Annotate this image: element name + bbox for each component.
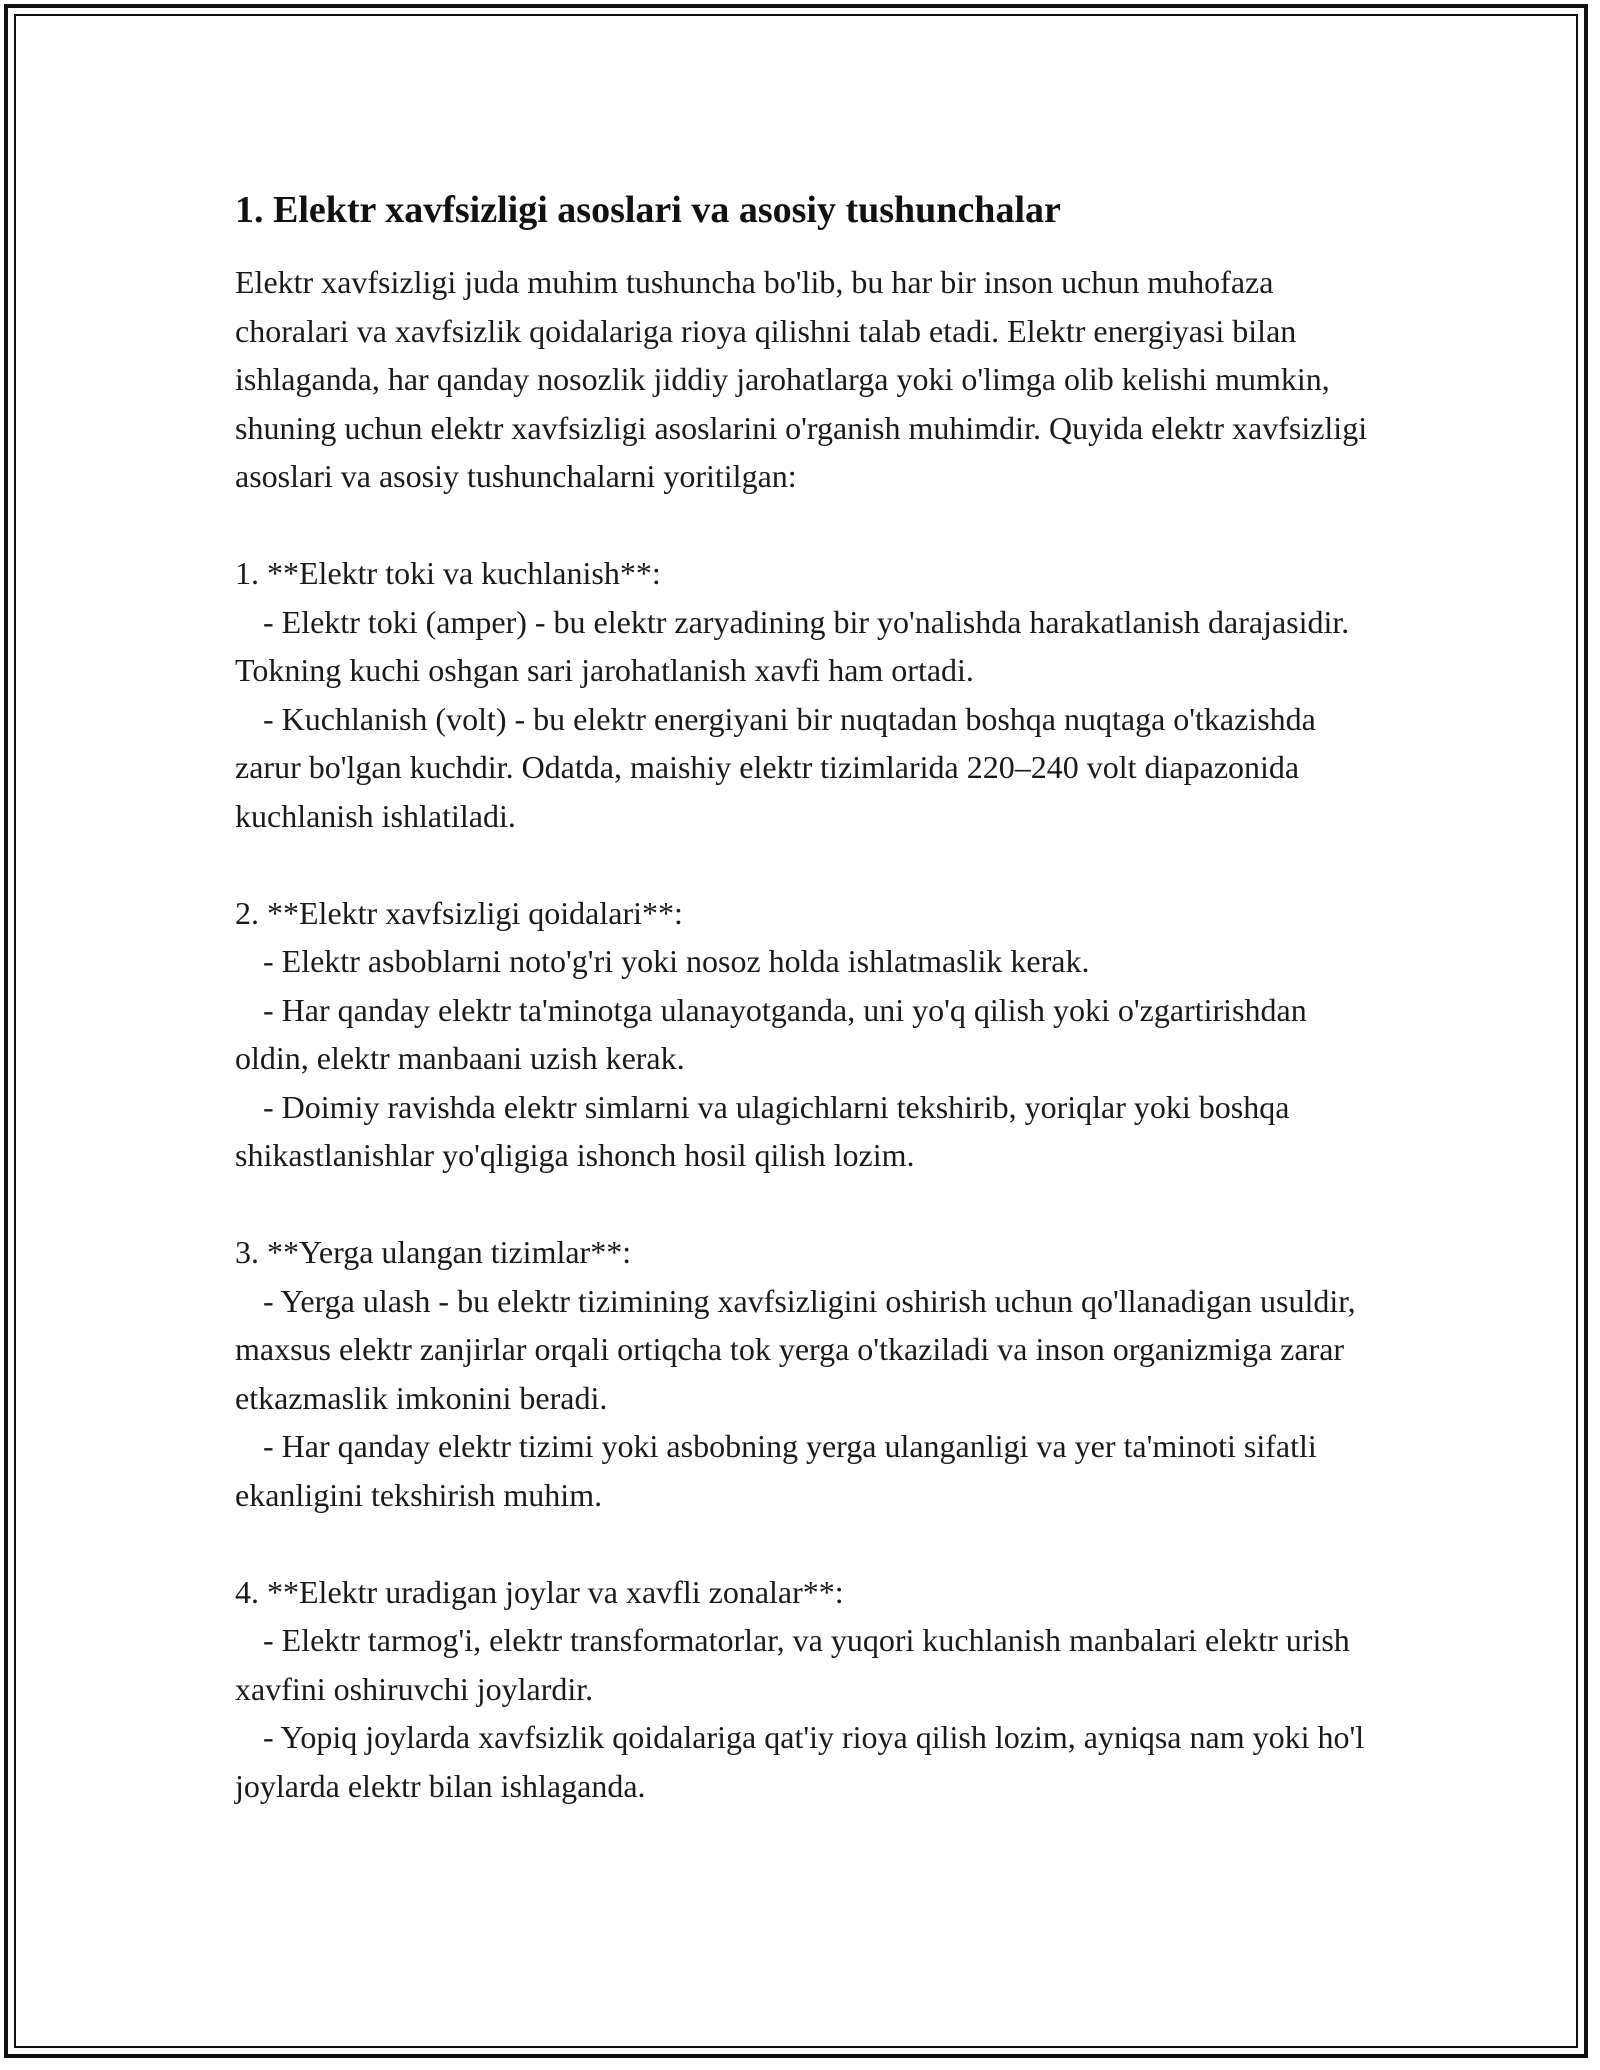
- section-heading: 1. **Elektr toki va kuchlanish**:: [235, 555, 661, 591]
- list-item: [235, 695, 1375, 841]
- document-body: [235, 186, 1375, 1810]
- list-item: [235, 1713, 1375, 1810]
- list-item-text: - Elektr toki (amper) - bu elektr zaryadining bir yo'nalishda harakatlanish darajasidir. Tokning kuchi oshgan sari jarohatlanish xavfi ham ortadi.: [235, 603, 1357, 688]
- section-heading: 4. **Elektr uradigan joylar va xavfli zonalar**:: [235, 1573, 844, 1610]
- list-item-text: - Kuchlanish (volt) - bu elektr energiyani bir nuqtadan boshqa nuqtaga o'tkazishda zarur bo'lgan kuchdir. Odatda, maishiy elektr tizimlarida 220–240 volt diapazonida kuchlanish ishlatiladi.: [235, 700, 1324, 834]
- list-item: [235, 1277, 1375, 1423]
- section-1: [235, 549, 1375, 840]
- intro-paragraph: Elektr xavfsizligi juda muhim tushuncha bo'lib, bu har bir inson uchun muhofaza choralari va xavfsizlik qoidalariga rioya qilishni talab etadi. Elektr energiyasi bilan ishlaganda, har qanday nosozlik jiddiy jarohatlarga yoki o'limga olib kelishi mumkin, shuning uchun elektr xavfsizligi asoslarini o'rganish muhimdir. Quyida elektr xavfsizligi asoslari va asosiy tushunchalarni yoritilgan:: [235, 264, 1376, 494]
- spacer: [235, 1180, 1375, 1229]
- section-heading: 2. **Elektr xavfsizligi qoidalari**:: [235, 894, 683, 931]
- section-3: [235, 1228, 1375, 1519]
- list-item-text: - Elektr asboblarni noto'g'ri yoki nosoz holda ishlatmaslik kerak.: [263, 943, 1090, 979]
- list-item: [235, 1083, 1375, 1180]
- spacer: [235, 840, 1375, 889]
- list-item-text: - Yopiq joylarda xavfsizlik qoidalariga qat'iy rioya qilish lozim, ayniqsa nam yoki ho'l joylarda elektr bilan ishlaganda.: [235, 1719, 1373, 1804]
- list-item: [235, 986, 1375, 1083]
- list-item: [235, 937, 1375, 986]
- list-item-text: - Doimiy ravishda elektr simlarni va ulagichlarni tekshirib, yoriqlar yoki boshqa shikastlanishlar yo'qligiga ishonch hosil qilish lozim.: [235, 1088, 1298, 1173]
- list-item: [235, 1616, 1375, 1713]
- list-item-text: - Yerga ulash - bu elektr tizimining xavfsizligini oshirish uchun qo'llanadigan usuldir, maxsus elektr zanjirlar orqali ortiqcha tok yerga o'tkaziladi va inson organizmiga zarar etkazmaslik imkonini beradi.: [235, 1282, 1364, 1416]
- list-item-text: - Elektr tarmog'i, elektr transformatorlar, va yuqori kuchlanish manbalari elektr urish xavfini oshiruvchi joylardir.: [235, 1622, 1358, 1707]
- spacer: [235, 501, 1375, 550]
- list-item-text: - Har qanday elektr ta'minotga ulanayotganda, uni yo'q qilish yoki o'zgartirishdan oldin, elektr manbaani uzish kerak.: [235, 991, 1315, 1076]
- document-title: 1. Elektr xavfsizligi asoslari va asosiy tushunchalar: [235, 189, 1061, 231]
- section-4: [235, 1568, 1375, 1811]
- list-item-text: - Har qanday elektr tizimi yoki asbobning yerga ulanganligi va yer ta'minoti sifatli ekanligini tekshirish muhim.: [235, 1428, 1325, 1513]
- list-item: [235, 1422, 1375, 1519]
- list-item: [235, 598, 1375, 695]
- spacer: [235, 1519, 1375, 1568]
- section-2: [235, 889, 1375, 1180]
- section-heading: 3. **Yerga ulangan tizimlar**:: [235, 1234, 632, 1270]
